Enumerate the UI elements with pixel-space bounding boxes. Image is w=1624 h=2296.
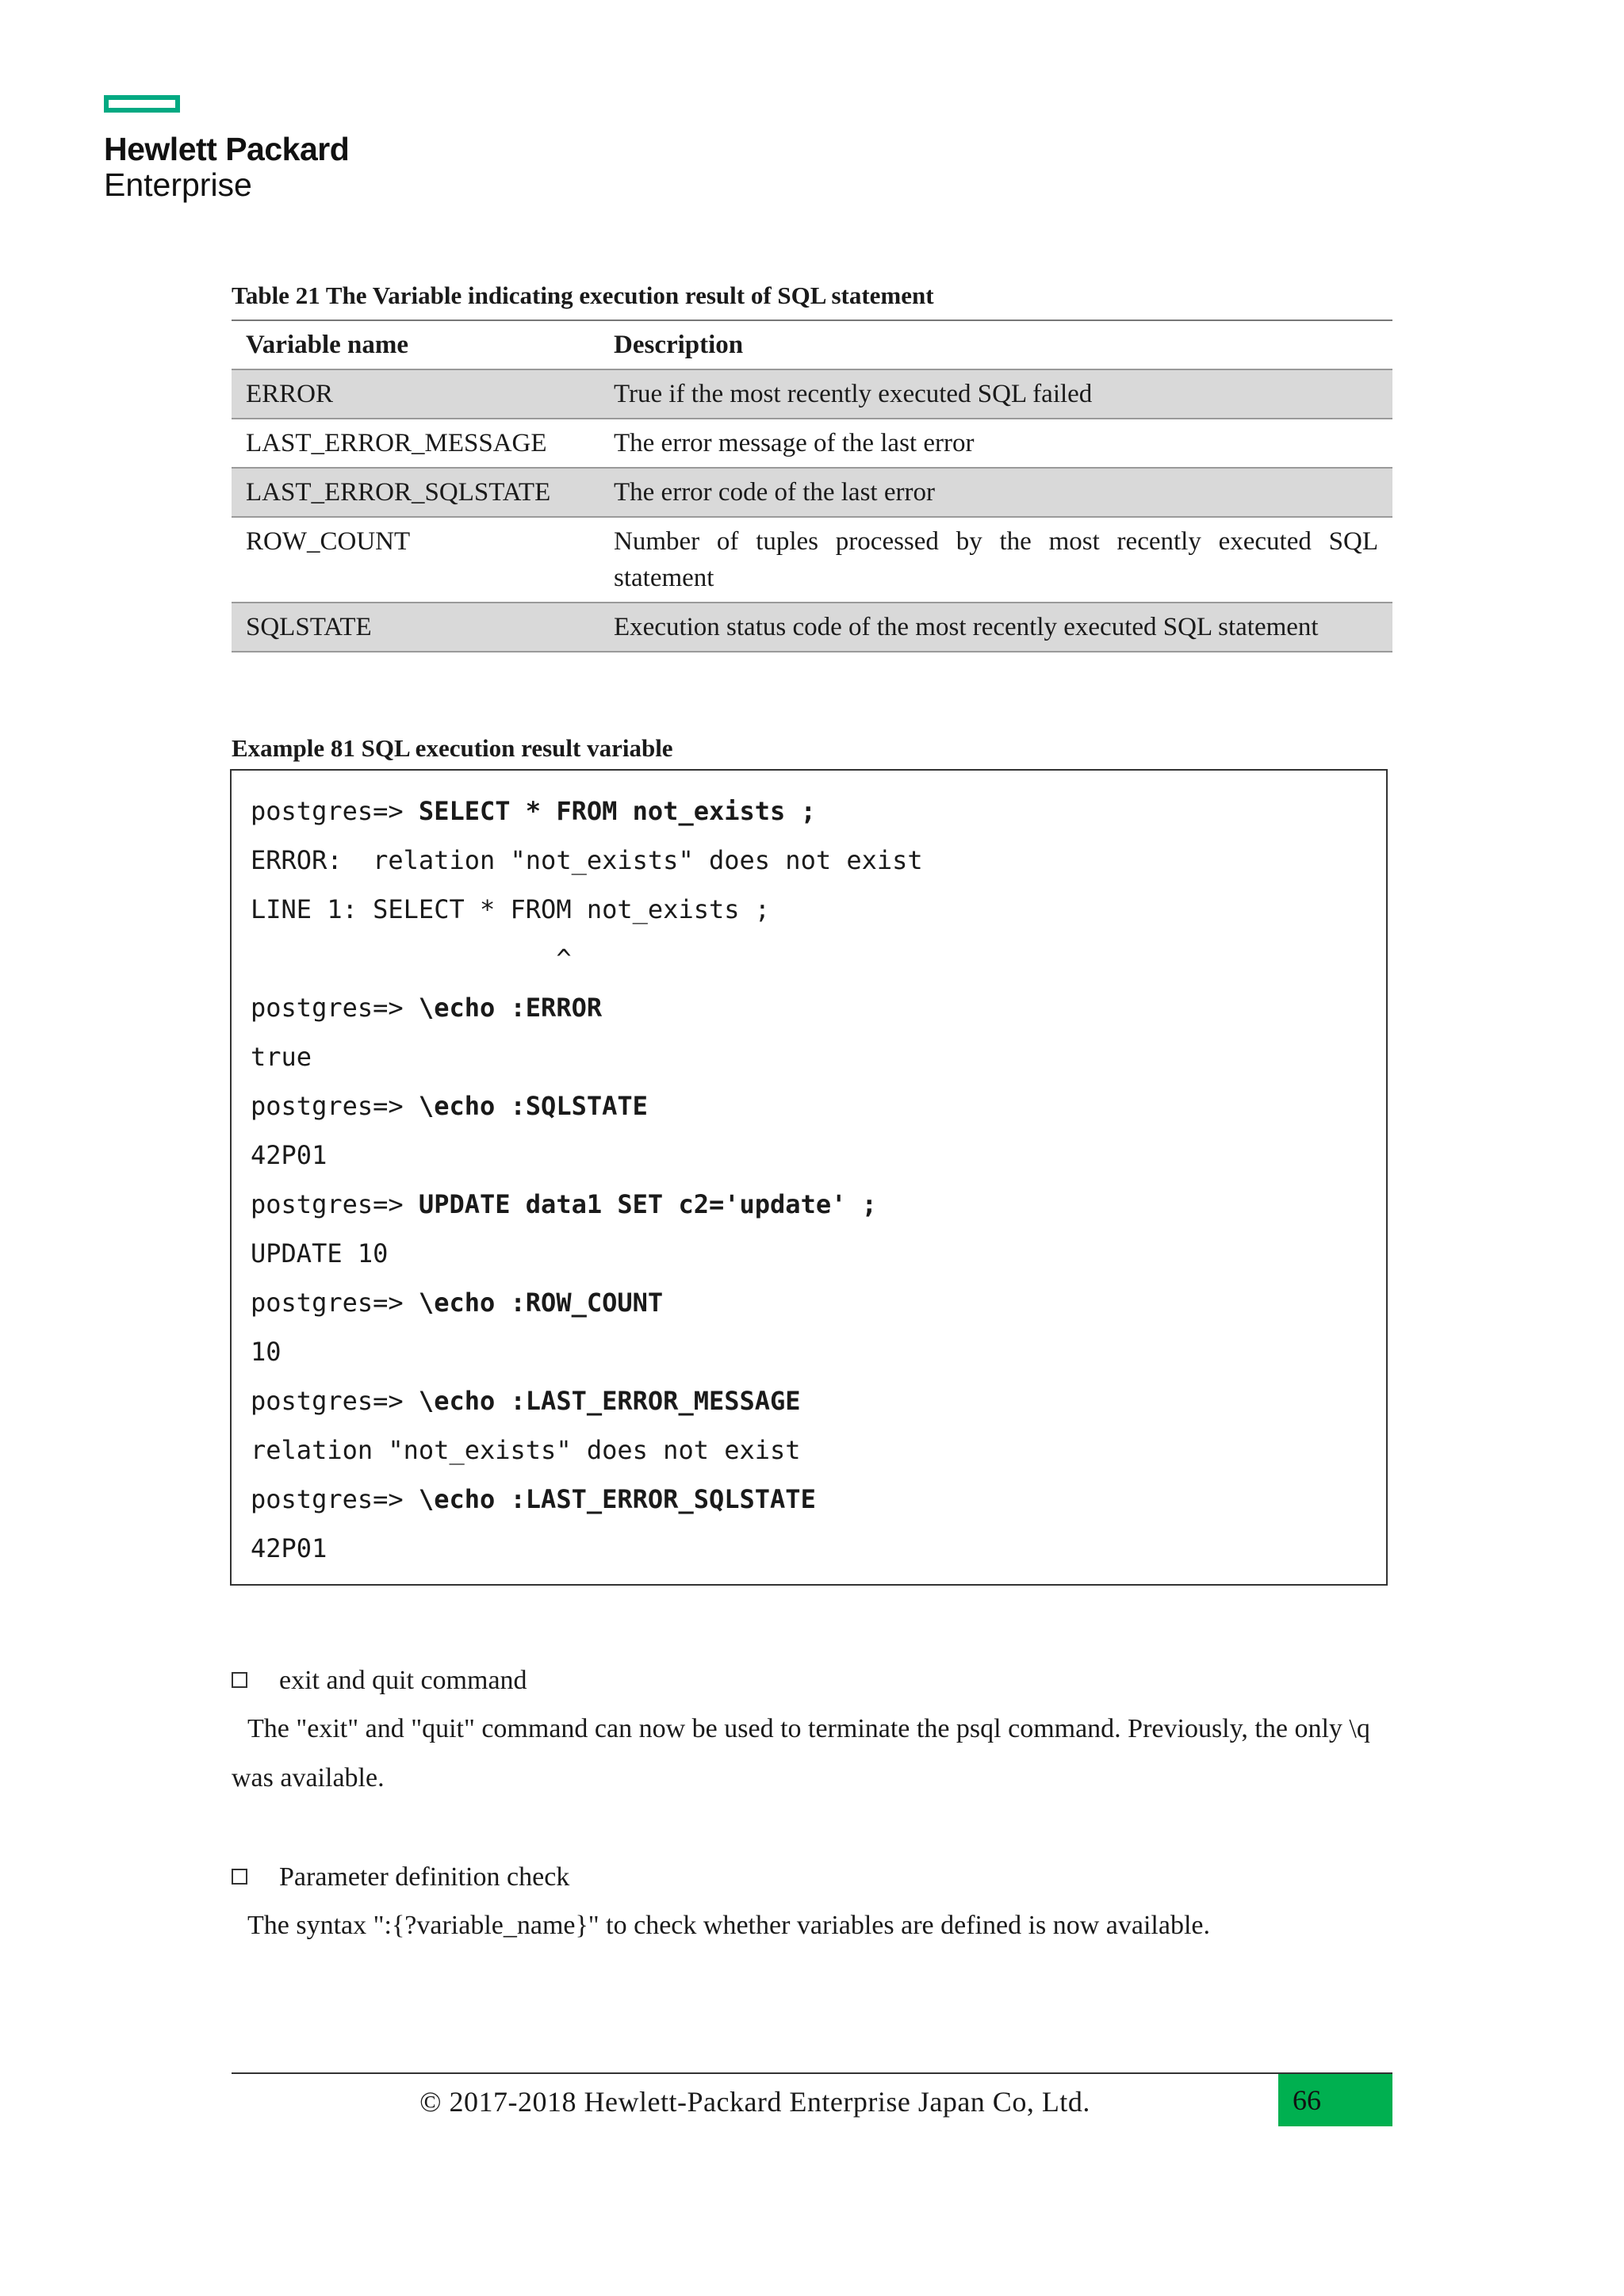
code-prompt: postgres=>: [251, 1091, 419, 1121]
code-line: [251, 1180, 1367, 1229]
table-row: [232, 517, 1392, 603]
example-caption: Example 81 SQL execution result variable: [232, 734, 673, 762]
variables-table: [232, 320, 1392, 652]
code-prompt: postgres=>: [251, 1288, 419, 1318]
footer-copyright: © 2017-2018 Hewlett-Packard Enterprise Japan Co, Ltd.: [419, 2086, 1090, 2118]
code-command: \echo :LAST_ERROR_SQLSTATE: [418, 1484, 816, 1514]
table-row: [232, 369, 1392, 419]
section-title: exit and quit command: [279, 1666, 527, 1695]
code-line: [251, 786, 1367, 836]
code-prompt: postgres=>: [251, 1189, 419, 1219]
variable-name-cell: ROW_COUNT: [232, 517, 599, 603]
code-prompt: postgres=>: [251, 993, 419, 1023]
table-header-row: [232, 320, 1392, 369]
code-command: \echo :ERROR: [418, 993, 603, 1023]
table-row: [232, 419, 1392, 468]
code-line: [251, 1475, 1367, 1524]
code-line: LINE 1: SELECT * FROM not_exists ;: [251, 894, 771, 924]
checkbox-bullet-icon: [232, 1869, 247, 1885]
code-line: true: [251, 1042, 312, 1072]
logo-line1: Hewlett Packard: [104, 131, 350, 167]
code-line: [251, 983, 1367, 1032]
variable-name-cell: ERROR: [232, 369, 599, 419]
code-command: UPDATE data1 SET c2='update' ;: [418, 1189, 877, 1219]
variable-name-cell: LAST_ERROR_MESSAGE: [232, 419, 599, 468]
description-cell: True if the most recently executed SQL failed: [599, 369, 1392, 419]
section-title: Parameter definition check: [279, 1862, 570, 1892]
section-heading-exit-quit: [232, 1663, 527, 1698]
code-command: SELECT * FROM not_exists ;: [418, 796, 816, 826]
page-number: 66: [1278, 2074, 1392, 2126]
code-line: [251, 1376, 1367, 1425]
code-line: ^: [251, 943, 572, 974]
code-line: [251, 1081, 1367, 1131]
code-line: 42P01: [251, 1533, 327, 1563]
table-caption: Table 21 The Variable indicating execution result of SQL statement: [232, 281, 934, 309]
code-command: \echo :SQLSTATE: [418, 1091, 648, 1121]
description-cell: The error message of the last error: [599, 419, 1392, 468]
code-prompt: postgres=>: [251, 796, 419, 826]
logo-bar-icon: [104, 95, 180, 113]
section-heading-parameter-check: [232, 1860, 569, 1895]
code-command: \echo :ROW_COUNT: [418, 1288, 664, 1318]
code-example-box: [230, 769, 1388, 1586]
code-command: \echo :LAST_ERROR_MESSAGE: [418, 1386, 801, 1416]
description-cell: Execution status code of the most recently executed SQL statement: [599, 603, 1392, 652]
description-cell: Number of tuples processed by the most recently executed SQL statement: [599, 517, 1392, 603]
hpe-logo: [104, 95, 349, 203]
code-prompt: postgres=>: [251, 1386, 419, 1416]
code-line: [251, 1278, 1367, 1327]
table-row: [232, 468, 1392, 517]
section-body: The syntax ":{?variable_name}" to check whether variables are defined is now available.: [247, 1911, 1211, 1940]
code-line: 10: [251, 1337, 282, 1367]
footer-divider: [232, 2072, 1392, 2074]
column-header: Variable name: [232, 320, 599, 369]
column-header: Description: [599, 320, 1392, 369]
checkbox-bullet-icon: [232, 1672, 247, 1688]
code-line: relation "not_exists" does not exist: [251, 1435, 801, 1465]
table-row: [232, 603, 1392, 652]
section-body: The "exit" and "quit" command can now be used to terminate the psql command. Previously, the only \q was available.: [232, 1714, 1370, 1793]
code-line: ERROR: relation "not_exists" does not exist: [251, 845, 923, 875]
variable-name-cell: SQLSTATE: [232, 603, 599, 652]
logo-line2: Enterprise: [104, 166, 252, 203]
description-cell: The error code of the last error: [599, 468, 1392, 517]
code-line: 42P01: [251, 1140, 327, 1170]
code-prompt: postgres=>: [251, 1484, 419, 1514]
variable-name-cell: LAST_ERROR_SQLSTATE: [232, 468, 599, 517]
code-line: UPDATE 10: [251, 1238, 389, 1269]
